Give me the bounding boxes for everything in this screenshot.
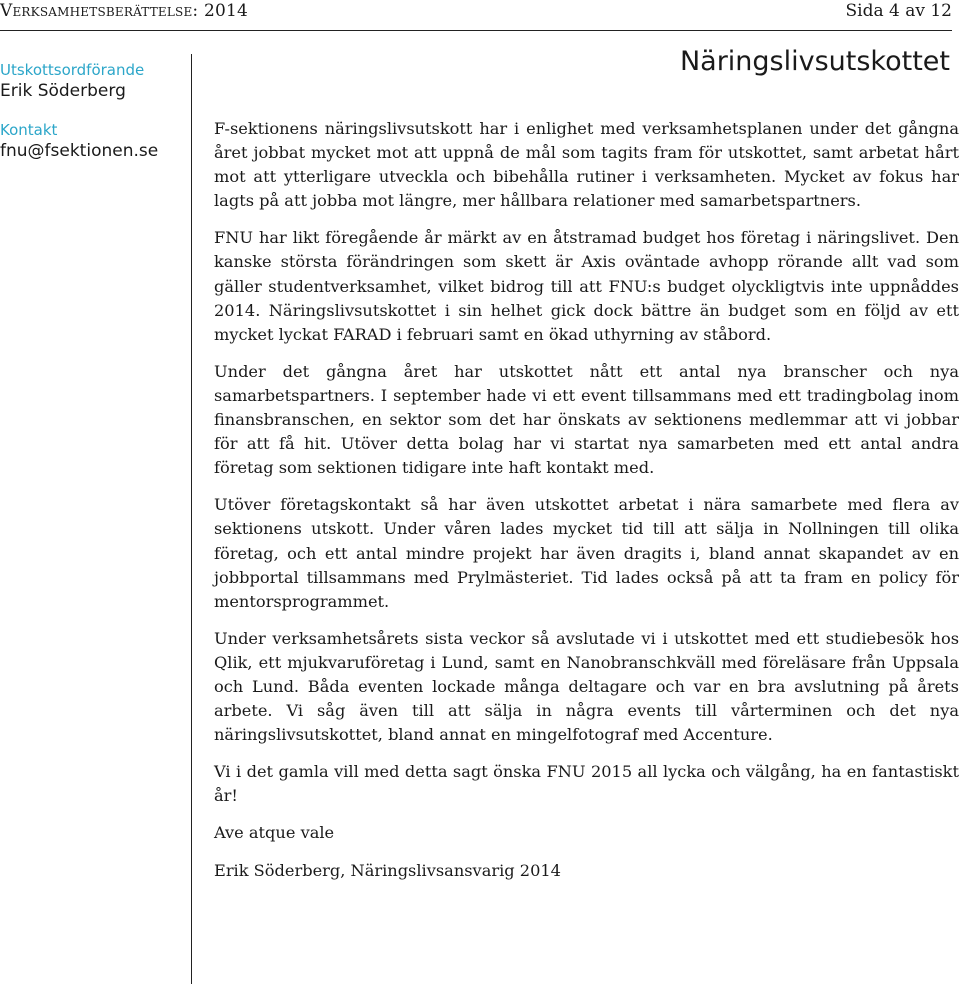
page-number: Sida 4 av 12 (845, 1, 952, 21)
paragraph: Under verksamhetsårets sista veckor så avslutade vi i utskottet med ett studiebesök hos Qlik, ett mjukvaruföretag i Lund, samt en Nanobranschkväll med föreläsare från Uppsala och Lund. Båda eventen lockade många deltagare och var en bra avslutning på årets arbete. Vi såg även till att sälja in några events till vårterminen och det nya näringslivsutskottet, bland annat en mingelfotograf med Accenture. (214, 628, 959, 745)
running-title-text: Verksamhetsberättelse: 2014 (0, 1, 249, 21)
closing-line: Ave atque vale (214, 823, 335, 843)
paragraph: F-sektionens näringslivsutskott har i enlighet med verksamhetsplanen under det gångna året jobbat mycket mot att uppnå de mål som tagits fram för utskottet, samt arbetat hårt mot att ytterligare utveckla och bibehålla rutiner i verksamheten. Mycket av fokus har lagts på att jobba mot längre, mer hållbara relationer med samarbetspartners. (214, 119, 959, 211)
chair-name: Erik Söderberg (0, 81, 126, 101)
paragraph: Under det gångna året har utskottet nått ett antal nya branscher och nya samarbetspartners. I september hade vi ett event tillsammans med ett tradingbolag inom finansbranschen, en sektor som det har önskats av sektionens medlemmar att vi jobbar för att få hit. Utöver detta bolag har vi startat nya samarbeten med ett antal andra företag som sektionen tidigare inte haft kontakt med. (214, 361, 959, 478)
role-label: Utskottsordförande (0, 61, 145, 79)
section-title: Näringslivsutskottet (679, 46, 950, 77)
contact-email[interactable]: fnu@fsektionen.se (0, 141, 159, 161)
signature-line: Erik Söderberg, Näringslivsansvarig 2014 (214, 860, 561, 880)
section-body (214, 117, 959, 883)
paragraph: Utöver företagskontakt så har även utskottet arbetat i nära samarbete med flera av sektionens utskott. Under våren lades mycket tid till att sälja in Nollningen till olika företag, och ett antal mindre projekt har även dragits i, bland annat skapandet av en jobbportal tillsammans med Prylmästeriet. Tid lades också på att ta fram en policy för mentorsprogrammet. (214, 495, 959, 611)
paragraph: FNU har likt föregående år märkt av en åtstramad budget hos företag i näringslivet. Den kanske största förändringen som skett är Axis oväntade avhopp rörande allt vad som gäller studentverksamhet, vilket bidrog till att FNU:s budget olyckligtvis inte uppnåddes 2014. Näringslivsutskottet i sin helhet gick dock bättre än budget som en följd av ett mycket lyckat FARAD i februari samt en ökad uthyrning av ståbord. (214, 228, 959, 344)
sidebar (0, 60, 178, 162)
running-header (0, 0, 952, 31)
vertical-divider (191, 54, 192, 984)
contact-label: Kontakt (0, 121, 58, 139)
running-title (0, 1, 248, 21)
paragraph: Vi i det gamla vill med detta sagt önska FNU 2015 all lycka och välgång, ha en fantastiskt år! (214, 762, 959, 806)
